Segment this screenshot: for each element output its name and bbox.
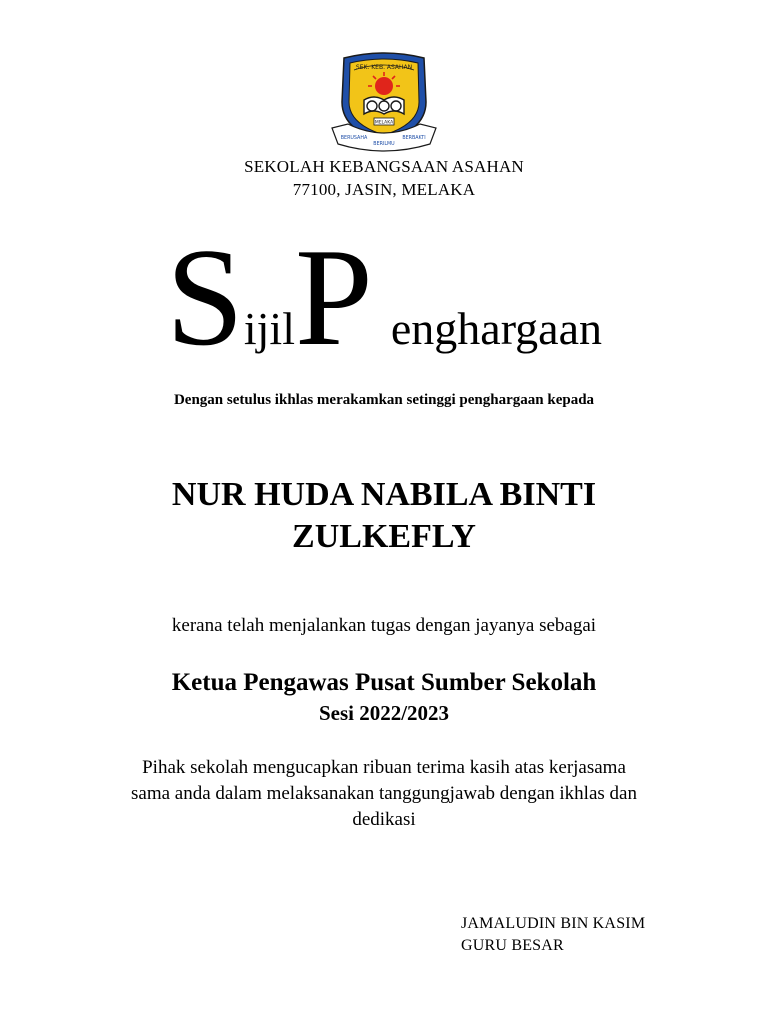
intro-text: Dengan setulus ikhlas merakamkan setinggi penghargaan kepada	[173, 392, 595, 408]
crest-place-text: MELAKA	[374, 120, 394, 126]
title-initial-s: S	[165, 220, 244, 375]
recipient-line-2: ZULKEFLY	[292, 518, 476, 555]
recipient-name	[84, 474, 684, 558]
crest-motto-right: BERBAKTI	[402, 136, 426, 141]
crest-motto-left: BERUSAHA	[340, 136, 368, 141]
title-word-rest-2: enghargaan	[390, 303, 603, 354]
reason-text: kerana telah menjalankan tugas dengan jayanya sebagai	[171, 615, 597, 636]
recipient-line-1: NUR HUDA NABILA BINTI	[171, 476, 597, 513]
school-name: SEKOLAH KEBANGSAAN ASAHAN	[244, 157, 524, 176]
thanks-line-2: sama anda dalam melaksanakan tanggungjawab dengan ikhlas dan	[131, 783, 637, 804]
thanks-line-1: Pihak sekolah mengucapkan ribuan terima kasih atas kerjasama	[142, 757, 626, 778]
signatory-position: GURU BESAR	[461, 937, 564, 954]
crest-motto-mid: BERILMU	[373, 142, 395, 147]
title-initial-p: P	[294, 220, 373, 375]
signatory-name: JAMALUDIN BIN KASIM	[461, 915, 646, 932]
school-address: 77100, JASIN, MELAKA	[292, 180, 476, 199]
session-text: Sesi 2022/2023	[318, 701, 450, 725]
crest-banner-text: SEK. KEB. ASAHAN	[355, 64, 413, 71]
title-word-rest-1: ijil	[243, 303, 295, 354]
signature-block	[461, 913, 645, 957]
thanks-text	[70, 755, 698, 833]
role-title: Ketua Pengawas Pusat Sumber Sekolah	[171, 669, 597, 696]
thanks-line-3: dedikasi	[352, 809, 416, 830]
certificate-title	[0, 220, 768, 375]
school-crest-icon	[330, 50, 438, 152]
